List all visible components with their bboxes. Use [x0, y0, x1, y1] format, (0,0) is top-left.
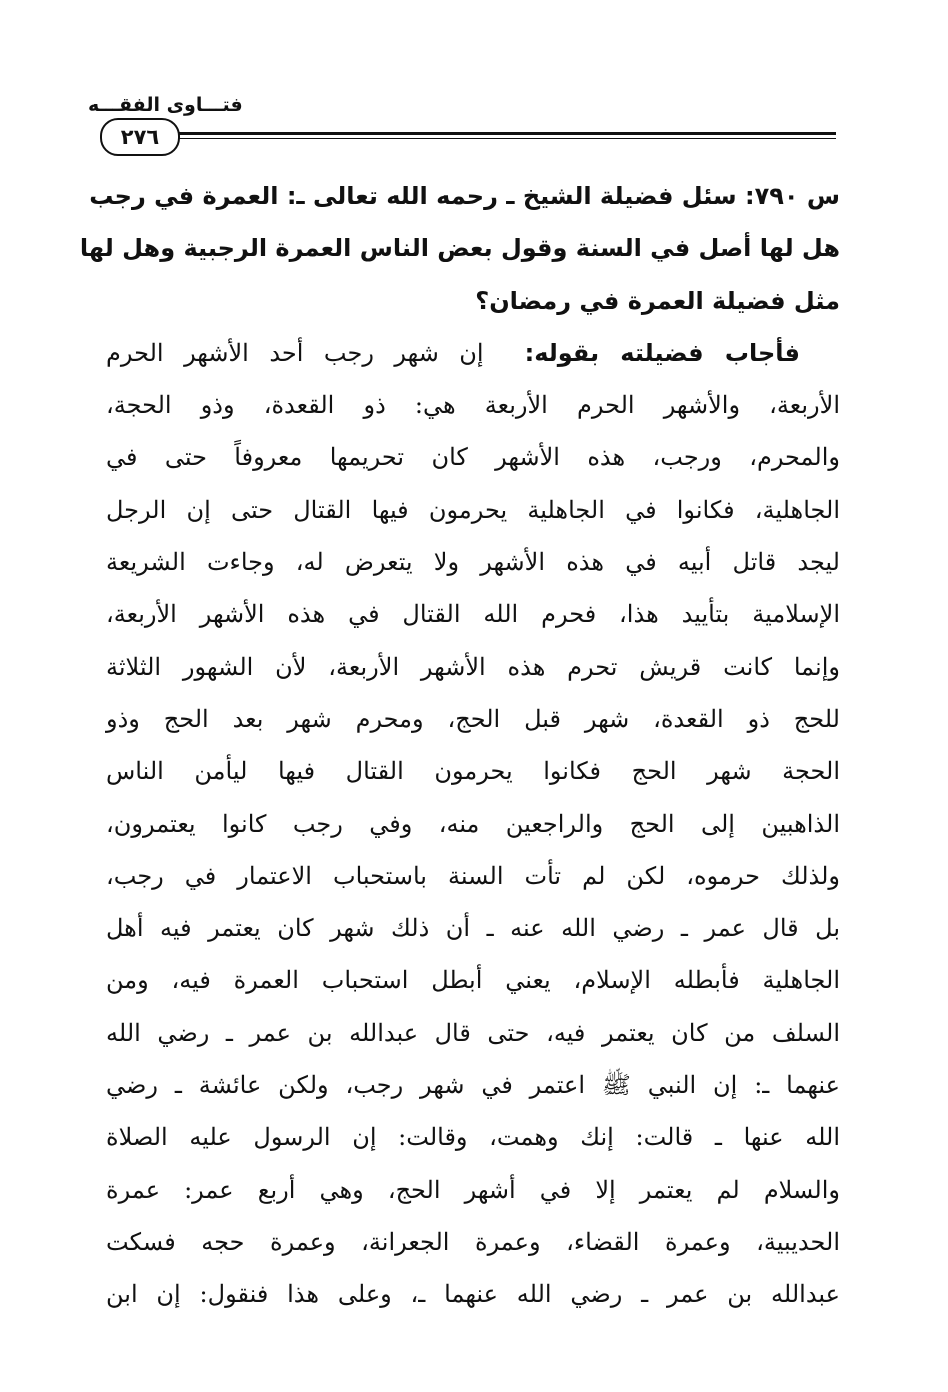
- answer-line: الجاهلية، فكانوا في الجاهلية يحرمون فيها القتال حتى إن الرجل: [106, 495, 841, 524]
- answer-line: الجاهلية فأبطله الإسلام، يعني أبطل استحباب العمرة فيه، ومن: [106, 966, 840, 995]
- answer-line: ليجد قاتل أبيه في هذه الأشهر ولا يتعرض له، وجاءت الشريعة: [106, 548, 840, 577]
- text-body: [79, 170, 841, 1321]
- answer-line: الحديبية، وعمرة القضاء، وعمرة الجعرانة، وعمرة حجه فسكت: [106, 1227, 840, 1256]
- question-line: س ٧٩٠: سئل فضيلة الشيخ ـ رحمه الله تعالى ـ: العمرة في رجب: [89, 182, 840, 210]
- answer-line: الذاهبين إلى الحج والراجعين منه، وفي رجب كانوا يعتمرون،: [106, 809, 840, 838]
- header-rule: [166, 132, 836, 139]
- answer-line: ولذلك حرموه، لكن لم تأت السنة باستحباب الاعتمار في رجب،: [106, 861, 841, 890]
- answer-line: وإنما كانت قريش تحرم هذه الأشهر الأربعة، لأن الشهور الثلاثة: [106, 652, 840, 681]
- answer-line: السلف من كان يعتمر فيه، حتى قال عبدالله بن عمر ـ رضي الله: [106, 1018, 840, 1047]
- answer-line: والسلام لم يعتمر إلا في أشهر الحج، وهي أربع عمر: عمرة: [106, 1175, 840, 1204]
- answer-line: عبدالله بن عمر ـ رضي الله عنهما ـ، وعلى هذا فنقول: إن ابن: [106, 1280, 840, 1309]
- answer-line: الحجة شهر الحج فكانوا يحرمون القتال فيها ليأمن الناس: [106, 757, 840, 786]
- answer-line: الإسلامية بتأييد هذا، فحرم الله القتال في هذه الأشهر الأربعة،: [106, 600, 840, 629]
- answer-line: والمحرم، ورجب، هذه الأشهر كان تحريمها معروفاً حتى في: [106, 443, 840, 472]
- answer-line: الأربعة، والأشهر الحرم الأربعة هي: ذو القعدة، وذو الحجة،: [106, 391, 840, 420]
- question-line: هل لها أصل في السنة وقول بعض الناس العمرة الرجبية وهل لها: [79, 234, 840, 263]
- answer-line: بل قال عمر ـ رضي الله عنه ـ أن ذلك شهر كان يعتمر فيه أهل: [106, 914, 840, 943]
- answer-first-line-rest: إن شهر رجب أحد الأشهر الحرم: [106, 338, 484, 367]
- answer-line: الله عنها ـ قالت: إنك وهمت، وقالت: إن الرسول عليه الصلاة: [106, 1123, 840, 1152]
- answer-line: للحج ذو القعدة، شهر قبل الحج، ومحرم شهر بعد الحج وذو: [106, 704, 840, 733]
- answer-line: عنهما ـ: إن النبي ﷺ اعتمر في شهر رجب، ولكن عائشة ـ رضي: [106, 1071, 840, 1100]
- question-line: مثل فضيلة العمرة في رمضان؟: [475, 286, 840, 315]
- running-title: فتـــاوى الفقـــه: [88, 94, 243, 116]
- answer-lead: فأجاب فضيلته بقوله:: [524, 338, 800, 367]
- page-number: ٢٧٦: [100, 118, 180, 156]
- answer-first-line: [106, 327, 840, 379]
